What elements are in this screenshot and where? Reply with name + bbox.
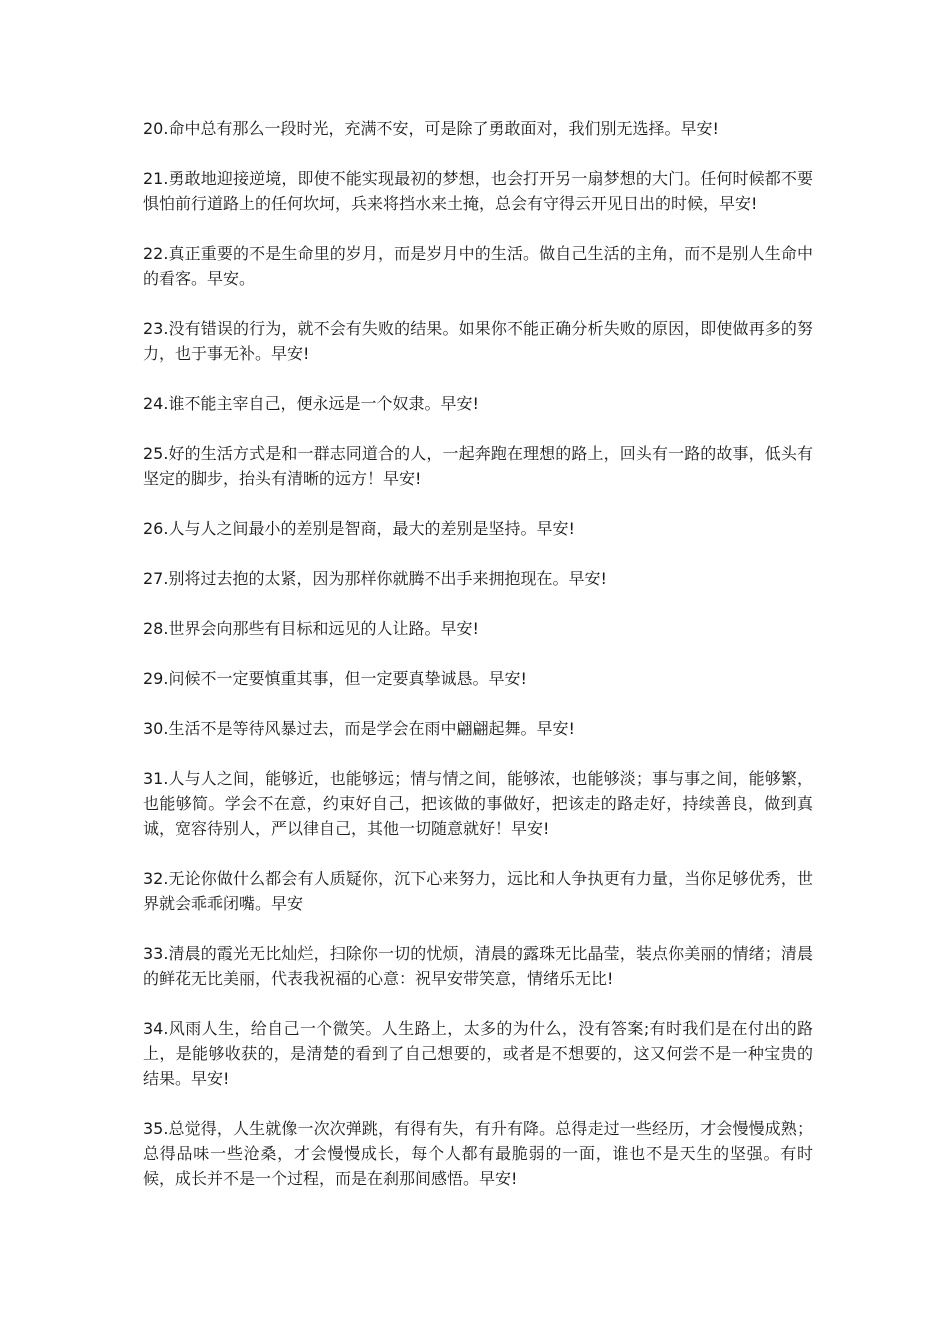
- paragraph-24: 24.谁不能主宰自己，便永远是一个奴隶。早安!: [143, 394, 479, 413]
- paragraph-31: 31.人与人之间，能够近，也能够远；情与情之间，能够浓，也能够淡；事与事之间，能够繁，也能够简。学会不在意，约束好自己，把该做的事做好，把该走的路走好，持续善良，做到真诚，宽容待别人，严以律自己，其他一切随意就好！早安!: [143, 769, 813, 838]
- paragraph-25: 25.好的生活方式是和一群志同道合的人，一起奔跑在理想的路上，回头有一路的故事，低头有坚定的脚步，抬头有清晰的远方！早安!: [143, 444, 813, 488]
- paragraph-34: 34.风雨人生，给自己一个微笑。人生路上，太多的为什么，没有答案;有时我们是在付出的路上，是能够收获的，是清楚的看到了自己想要的，或者是不想要的，这又何尝不是一种宝贵的结果。早安!: [143, 1019, 813, 1088]
- paragraph-23: 23.没有错误的行为，就不会有失败的结果。如果你不能正确分析失败的原因，即使做再多的努力，也于事无补。早安!: [143, 319, 813, 363]
- document-page: [143, 116, 813, 1216]
- paragraph-29: 29.问候不一定要慎重其事，但一定要真挚诚恳。早安!: [143, 669, 527, 688]
- paragraph-32: 32.无论你做什么都会有人质疑你，沉下心来努力，远比和人争执更有力量，当你足够优秀，世界就会乖乖闭嘴。早安: [143, 869, 813, 913]
- paragraph-27: 27.别将过去抱的太紧，因为那样你就腾不出手来拥抱现在。早安!: [143, 569, 607, 588]
- paragraph-28: 28.世界会向那些有目标和远见的人让路。早安!: [143, 619, 479, 638]
- paragraph-21: 21.勇敢地迎接逆境，即使不能实现最初的梦想，也会打开另一扇梦想的大门。任何时候都不要惧怕前行道路上的任何坎坷，兵来将挡水来土掩，总会有守得云开见日出的时候，早安!: [143, 169, 813, 213]
- paragraph-26: 26.人与人之间最小的差别是智商，最大的差别是坚持。早安!: [143, 519, 575, 538]
- paragraph-22: 22.真正重要的不是生命里的岁月，而是岁月中的生活。做自己生活的主角，而不是别人生命中的看客。早安。: [143, 244, 813, 288]
- paragraph-35: 35.总觉得，人生就像一次次弹跳，有得有失，有升有降。总得走过一些经历，才会慢慢成熟；总得品味一些沧桑，才会慢慢成长，每个人都有最脆弱的一面，谁也不是天生的坚强。有时候，成长并不是一个过程，而是在刹那间感悟。早安!: [143, 1119, 813, 1188]
- paragraph-20: 20.命中总有那么一段时光，充满不安，可是除了勇敢面对，我们别无选择。早安!: [143, 119, 719, 138]
- paragraph-30: 30.生活不是等待风暴过去，而是学会在雨中翩翩起舞。早安!: [143, 719, 575, 738]
- paragraph-33: 33.清晨的霞光无比灿烂，扫除你一切的忧烦，清晨的露珠无比晶莹，装点你美丽的情绪；清晨的鲜花无比美丽，代表我祝福的心意：祝早安带笑意，情绪乐无比!: [143, 944, 813, 988]
